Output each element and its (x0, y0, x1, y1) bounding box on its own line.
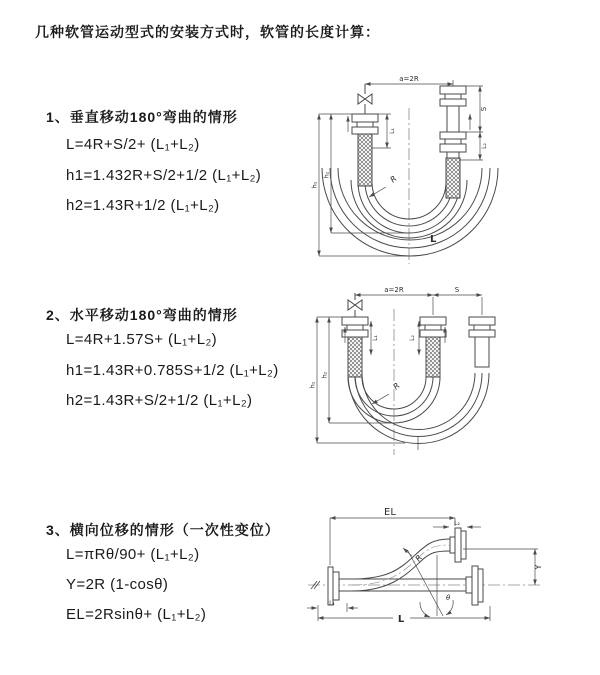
angle-label: θ (446, 594, 451, 602)
section-2-formula-h2: h2=1.43R+S/2+1/2 (L₁+L₂) (66, 392, 253, 409)
dim-label-h1: h₁ (308, 381, 317, 389)
angle-construction (403, 548, 453, 617)
radius-label: R (388, 174, 399, 185)
dim-label-l1: L₁ (372, 335, 379, 341)
dim-label-el: EL (384, 507, 396, 518)
dim-label-width: a=2R (399, 75, 419, 83)
diagram-horizontal-180-bend (305, 283, 600, 463)
radius-label: R (391, 381, 402, 392)
section-3-formula-EL: EL=2Rsinθ+ (L₁+L₂) (66, 606, 207, 623)
moved-fitting (469, 317, 495, 367)
valve-icon (358, 84, 372, 114)
dim-label-width: a=2R (384, 286, 404, 294)
section-2-formula-L: L=4R+1.57S+ (L₁+L₂) (66, 331, 218, 348)
section-2-heading: 2、水平移动180°弯曲的情形 (46, 307, 238, 323)
hose-coil (348, 373, 489, 444)
dim-label-s: S (480, 106, 488, 112)
dimension-lines (307, 518, 538, 621)
valve-icon (348, 293, 362, 317)
s-curve-hose (352, 539, 450, 591)
right-fitting (440, 86, 466, 198)
section-3-heading: 3、横向位移的情形（一次性变位） (46, 522, 280, 538)
diagram-lateral-displacement (300, 505, 600, 647)
dim-label-h2: h₂ (322, 171, 331, 179)
diagram-vertical-180-bend (310, 70, 590, 270)
left-fitting (352, 114, 378, 186)
dim-label-l2: L₂ (454, 520, 460, 527)
dim-label-h2: h₂ (320, 371, 329, 379)
section-1-heading: 1、垂直移动180°弯曲的情形 (46, 109, 238, 125)
section-1-formula-h1: h1=1.432R+S/2+1/2 (L₁+L₂) (66, 167, 262, 184)
dim-label-y: Y (534, 564, 543, 570)
section-1-formula-h2: h2=1.43R+1/2 (L₁+L₂) (66, 197, 220, 214)
section-3-formula-L: L=πRθ/90+ (L₁+L₂) (66, 546, 200, 563)
dim-label-l2: L₂ (481, 143, 488, 149)
dim-label-l1: L₁ (329, 600, 335, 607)
upper-right-flange (450, 528, 466, 562)
lower-right-flange (466, 566, 483, 605)
dim-label-l1: L₁ (389, 128, 396, 134)
section-3-formula-Y: Y=2R (1-cosθ) (66, 576, 169, 593)
dim-label-l2: L₂ (409, 335, 416, 341)
left-fitting (342, 317, 368, 377)
middle-fitting (420, 317, 446, 377)
radius-label: R (413, 553, 425, 564)
hose-coil (322, 168, 498, 256)
dim-label-h1: h₁ (310, 181, 319, 189)
dim-label-s: S (454, 286, 460, 294)
section-1-formula-L: L=4R+S/2+ (L₁+L₂) (66, 136, 200, 153)
length-label: L (397, 614, 405, 625)
page-title: 几种软管运动型式的安装方式时，软管的长度计算： (35, 24, 380, 40)
length-label: L (430, 234, 437, 245)
section-2-formula-h1: h1=1.43R+0.785S+1/2 (L₁+L₂) (66, 362, 279, 379)
